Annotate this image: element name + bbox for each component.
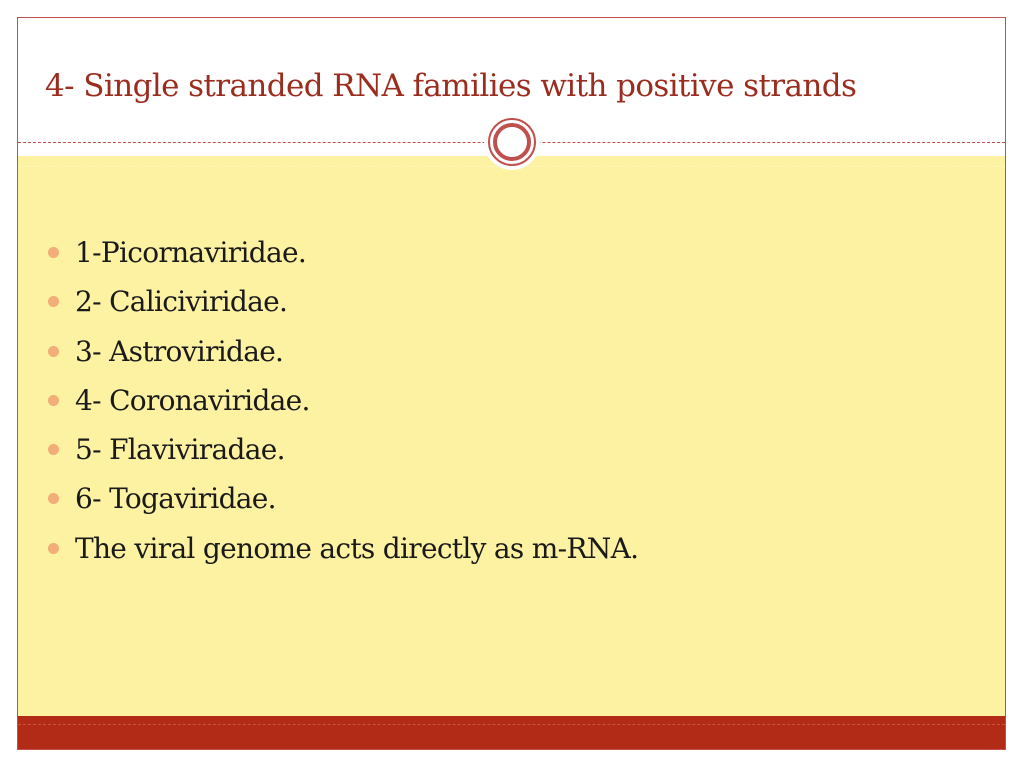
bullet-text: 3- Astroviridae. (75, 334, 284, 368)
footer-band (18, 716, 1005, 750)
bullet-list (48, 233, 638, 578)
round-bullet-icon (48, 543, 59, 554)
round-bullet-icon (48, 296, 59, 307)
bullet-item-6 (48, 479, 638, 528)
round-bullet-icon (48, 493, 59, 504)
bullet-text: 2- Caliciviridae. (75, 285, 288, 319)
slide (17, 17, 1006, 750)
bullet-item-1 (48, 233, 638, 282)
bullet-text: 5- Flaviviradae. (75, 433, 285, 467)
slide-title: 4- Single stranded RNA families with positive strands (45, 68, 857, 104)
bullet-text: 4- Coronaviridae. (75, 383, 310, 417)
bullet-item-5 (48, 430, 638, 479)
round-bullet-icon (48, 247, 59, 258)
round-bullet-icon (48, 395, 59, 406)
ornament-inner-ring (493, 123, 531, 161)
bullet-item-2 (48, 282, 638, 331)
round-bullet-icon (48, 346, 59, 357)
bullet-item-4 (48, 381, 638, 430)
bullet-text: 6- Togaviridae. (75, 482, 276, 516)
double-circle-ornament-icon (484, 114, 540, 170)
bullet-item-7 (48, 529, 638, 578)
round-bullet-icon (48, 444, 59, 455)
bullet-item-3 (48, 332, 638, 381)
bullet-text: The viral genome acts directly as m-RNA. (75, 531, 639, 565)
bullet-text: 1-Picornaviridae. (75, 236, 307, 269)
